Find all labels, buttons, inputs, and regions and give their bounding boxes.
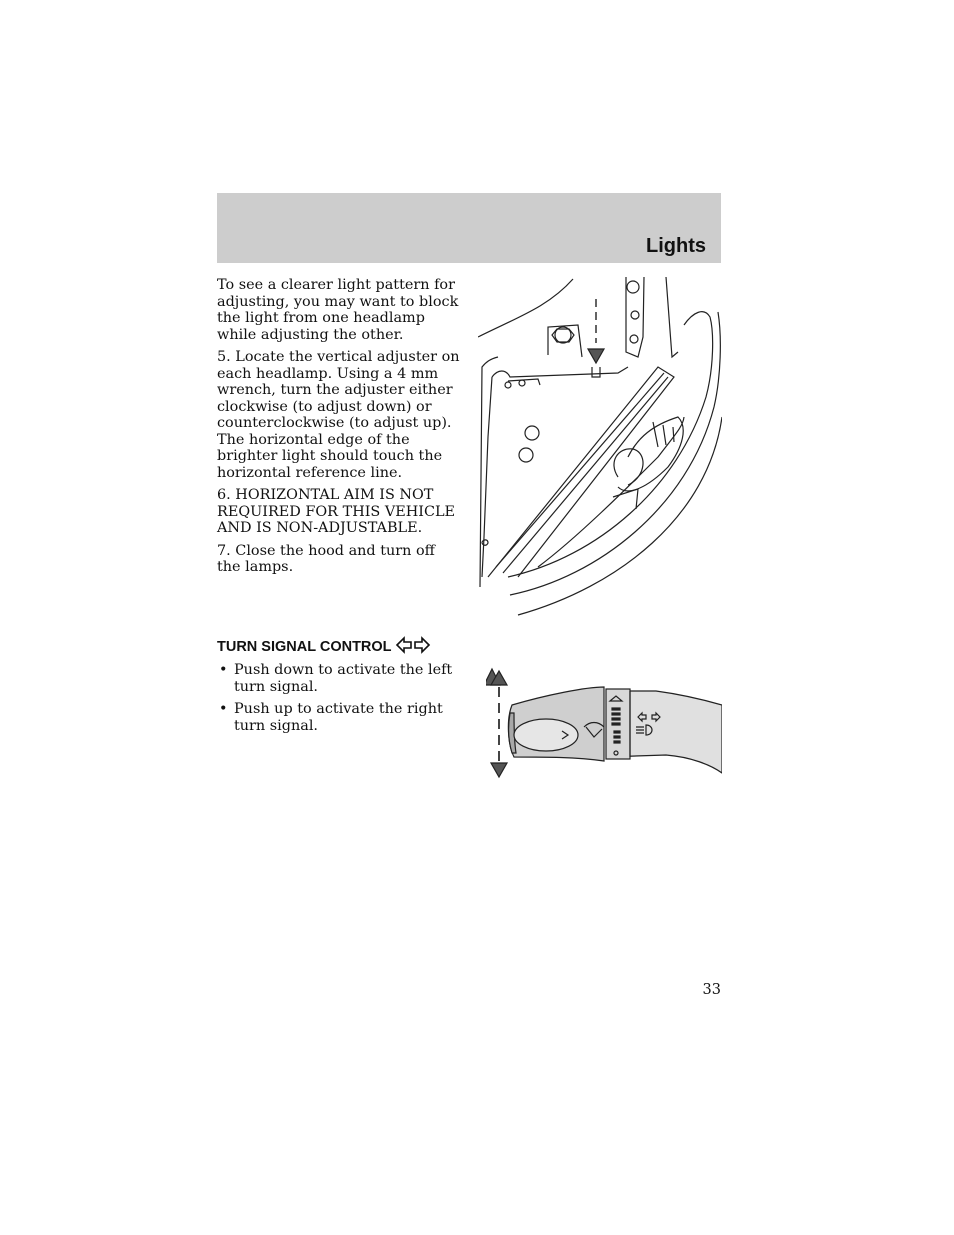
turn-signal-arrows-icon [395,636,431,654]
paragraph: 5. Locate the vertical adjuster on each headlamp. Using a 4 mm wrench, turn the adjuster either clockwise (to adjust down) or counterclockwise (to adjust up). The horizontal edge of the brighter light should touch the horizontal reference line. [217,349,460,481]
bullet-marker: • [219,662,228,678]
list-item-text: Push up to activate the right turn signal. [234,701,443,734]
paragraph: To see a clearer light pattern for adjusting, you may want to block the light from one headlamp while adjusting the other. [217,277,459,343]
section-header-band [217,193,721,263]
page-number: 33 [702,982,721,998]
paragraph: 7. Close the hood and turn off the lamps. [217,542,435,575]
turn-signal-heading [217,636,477,655]
turn-signal-heading-text: TURN SIGNAL CONTROL [217,639,392,655]
list-item [217,701,472,734]
paragraph: 6. HORIZONTAL AIM IS NOT REQUIRED FOR THIS VEHICLE AND IS NON-ADJUSTABLE. [217,487,456,536]
turn-signal-instructions [217,662,472,740]
bullet-marker: • [219,701,228,717]
instructions-text [217,277,462,582]
list-item-text: Push down to activate the left turn signal. [234,662,453,695]
list-item [217,662,472,695]
turn-signal-stalk-illustration [486,665,722,780]
headlamp-adjuster-illustration [478,277,722,617]
section-title: Lights [646,235,706,257]
